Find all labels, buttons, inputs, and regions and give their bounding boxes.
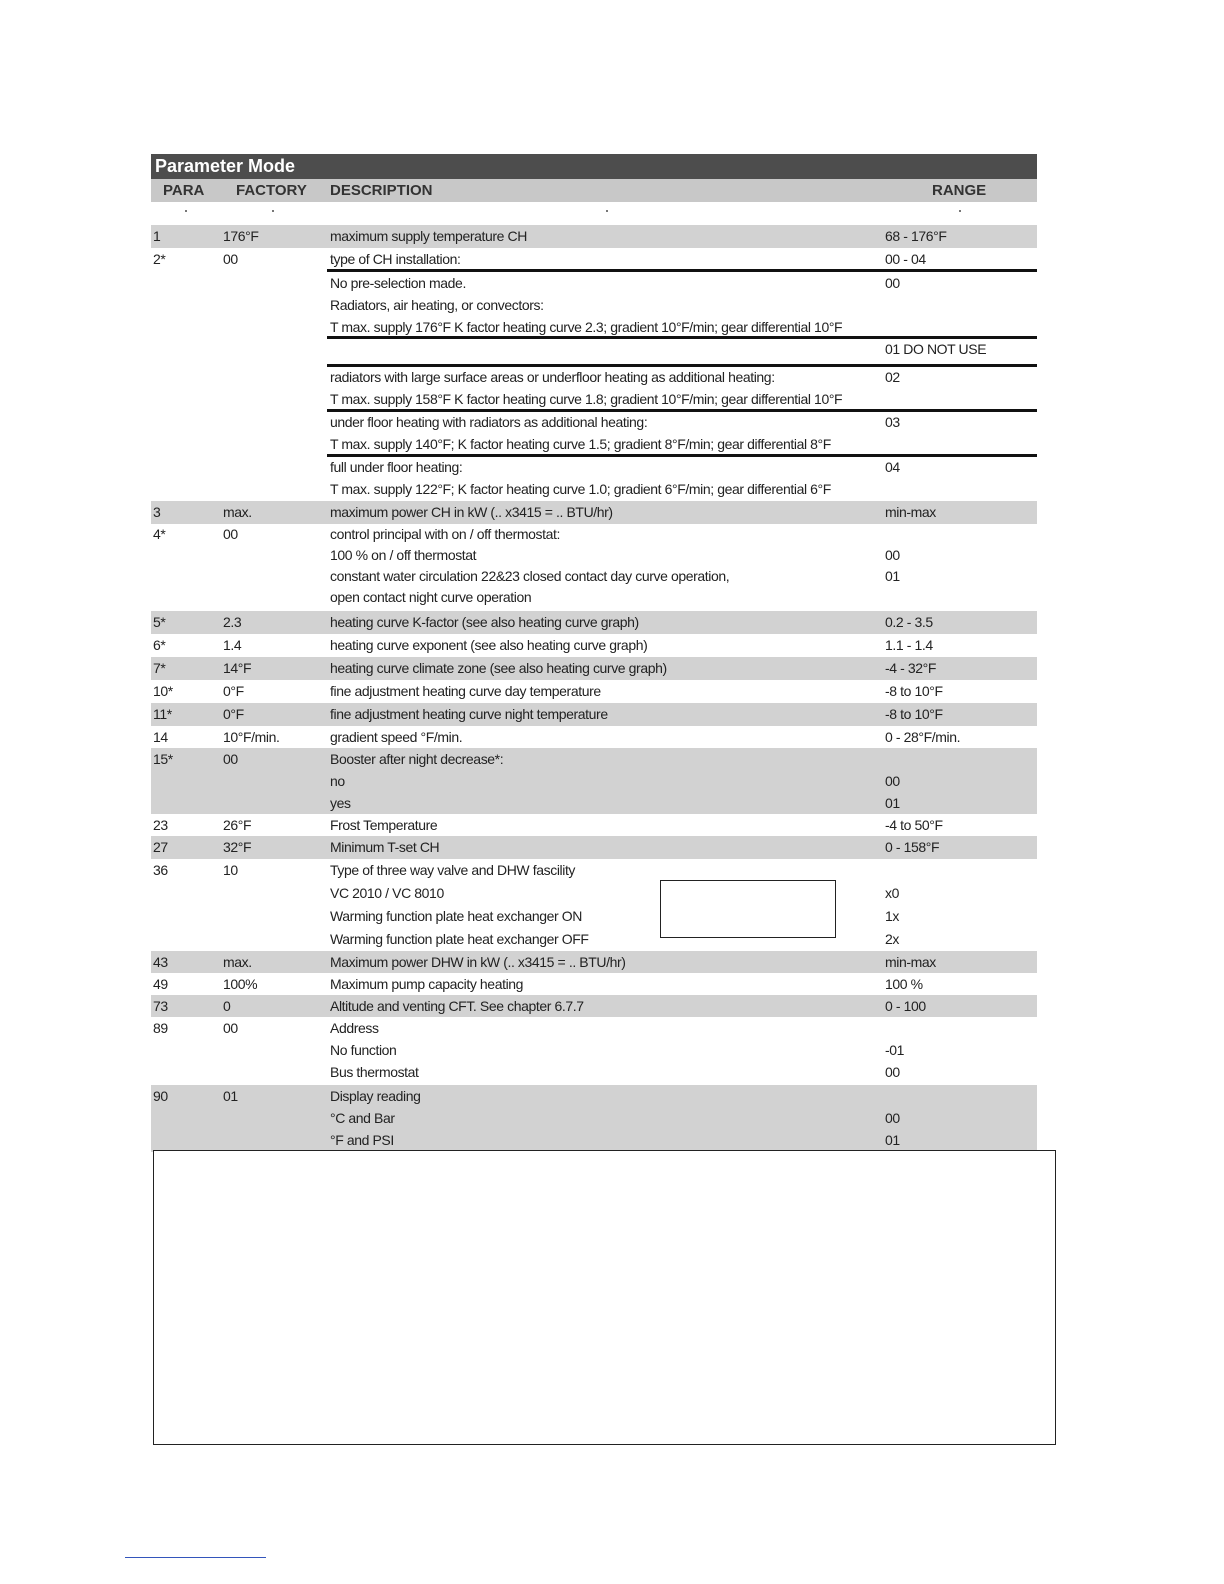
para-cell: 5* — [153, 614, 166, 630]
range-cell: -4 - 32°F — [885, 660, 937, 676]
range-cell: 00 — [885, 1064, 900, 1080]
description-line: T max. supply 122°F; K factor heating curve 1.0; gradient 6°F/min; gear differential 6°F — [330, 481, 831, 497]
description-line: full under floor heating: — [330, 459, 463, 475]
range-cell: -8 to 10°F — [885, 706, 943, 722]
description-line: °F and PSI — [330, 1132, 394, 1148]
description-line: fine adjustment heating curve day temperature — [330, 683, 601, 699]
tick-mark — [959, 210, 961, 212]
description-line: No pre-selection made. — [330, 275, 466, 291]
table-row — [151, 524, 1037, 611]
para-cell: 1 — [153, 228, 161, 244]
para-cell: 15* — [153, 751, 173, 767]
column-tick-marks — [151, 210, 1037, 220]
description-line: Minimum T-set CH — [330, 839, 440, 855]
separator-rule — [327, 409, 1037, 412]
table-row — [151, 338, 1037, 366]
range-cell: 1x — [885, 908, 899, 924]
range-cell: -01 — [885, 1042, 905, 1058]
para-cell: 10* — [153, 683, 173, 699]
table-row — [151, 1085, 1037, 1152]
description-line: gradient speed °F/min. — [330, 729, 463, 745]
table-row — [151, 634, 1037, 657]
para-cell: 14 — [153, 729, 168, 745]
factory-cell: 2.3 — [223, 614, 242, 630]
description-line: Bus thermostat — [330, 1064, 419, 1080]
footnote-rule — [125, 1557, 266, 1558]
header-para: PARA — [163, 182, 205, 199]
table-row — [151, 859, 1037, 951]
description-line: Booster after night decrease*: — [330, 751, 504, 767]
range-cell: 00 - 04 — [885, 251, 926, 267]
description-line: heating curve exponent (see also heating curve graph) — [330, 637, 648, 653]
para-cell: 11* — [153, 706, 172, 722]
table-row — [151, 995, 1037, 1017]
range-cell: 0 - 158°F — [885, 839, 940, 855]
range-cell: 00 — [885, 275, 900, 291]
factory-cell: 32°F — [223, 839, 252, 855]
range-cell: 01 — [885, 1132, 900, 1148]
description-line: °C and Bar — [330, 1110, 395, 1126]
separator-rule — [327, 364, 1037, 367]
para-cell: 23 — [153, 817, 168, 833]
description-line: fine adjustment heating curve night temperature — [330, 706, 608, 722]
range-cell: x0 — [885, 885, 899, 901]
description-line: Altitude and venting CFT. See chapter 6.7.7 — [330, 998, 584, 1014]
factory-cell: 00 — [223, 751, 238, 767]
description-line: Frost Temperature — [330, 817, 438, 833]
factory-cell: 10 — [223, 862, 238, 878]
factory-cell: 10°F/min. — [223, 729, 280, 745]
separator-rule — [327, 269, 1037, 272]
table-row — [151, 272, 1037, 338]
range-cell: 00 — [885, 773, 900, 789]
header-description: DESCRIPTION — [330, 182, 433, 199]
range-cell: -8 to 10°F — [885, 683, 943, 699]
description-line: maximum power CH in kW (.. x3415 = .. BTU/hr) — [330, 504, 613, 520]
range-cell: 01 DO NOT USE — [885, 341, 987, 357]
factory-cell: 0 — [223, 998, 231, 1014]
description-line: no — [330, 773, 345, 789]
description-line: maximum supply temperature CH — [330, 228, 527, 244]
range-cell: 00 — [885, 1110, 900, 1126]
table-header — [151, 179, 1037, 202]
table-row — [151, 411, 1037, 456]
table-row — [151, 366, 1037, 411]
empty-text-box[interactable] — [660, 880, 836, 938]
table-row — [151, 951, 1037, 973]
description-line: Type of three way valve and DHW fascility — [330, 862, 576, 878]
description-line: No function — [330, 1042, 397, 1058]
description-line: type of CH installation: — [330, 251, 461, 267]
factory-cell: 0°F — [223, 683, 244, 699]
table-row — [151, 836, 1037, 859]
separator-rule — [327, 336, 1037, 339]
range-cell: 2x — [885, 931, 899, 947]
para-cell: 4* — [153, 526, 166, 542]
range-cell: 100 % — [885, 976, 923, 992]
description-line: Maximum pump capacity heating — [330, 976, 524, 992]
range-cell: 02 — [885, 369, 900, 385]
range-cell: -4 to 50°F — [885, 817, 943, 833]
tick-mark — [185, 210, 187, 212]
table-row — [151, 611, 1037, 634]
factory-cell: max. — [223, 504, 252, 520]
range-cell: 0.2 - 3.5 — [885, 614, 933, 630]
para-cell: 90 — [153, 1088, 168, 1104]
description-line: Warming function plate heat exchanger OFF — [330, 931, 589, 947]
description-line: Radiators, air heating, or convectors: — [330, 297, 544, 313]
table-title: Parameter Mode — [151, 154, 1037, 179]
factory-cell: 00 — [223, 526, 238, 542]
table-row — [151, 703, 1037, 726]
tick-mark — [272, 210, 274, 212]
table-row — [151, 748, 1037, 814]
range-cell: 0 - 100 — [885, 998, 926, 1014]
description-line: control principal with on / off thermostat: — [330, 526, 560, 542]
factory-cell: 00 — [223, 251, 238, 267]
factory-cell: 1.4 — [223, 637, 242, 653]
table-row — [151, 1017, 1037, 1085]
description-line: T max. supply 158°F K factor heating curve 1.8; gradient 10°F/min; gear differential 10°F — [330, 391, 843, 407]
range-cell: 1.1 - 1.4 — [885, 637, 933, 653]
factory-cell: max. — [223, 954, 252, 970]
factory-cell: 26°F — [223, 817, 252, 833]
range-cell: min-max — [885, 954, 936, 970]
factory-cell: 176°F — [223, 228, 259, 244]
para-cell: 6* — [153, 637, 166, 653]
para-cell: 89 — [153, 1020, 168, 1036]
para-cell: 27 — [153, 839, 168, 855]
table-row — [151, 680, 1037, 703]
factory-cell: 0°F — [223, 706, 244, 722]
description-line: heating curve K-factor (see also heating curve graph) — [330, 614, 639, 630]
factory-cell: 100% — [223, 976, 258, 992]
tick-mark — [606, 210, 608, 212]
table-row — [151, 501, 1037, 524]
table-row — [151, 248, 1037, 271]
description-line: T max. supply 140°F; K factor heating curve 1.5; gradient 8°F/min; gear differential 8°F — [330, 436, 831, 452]
para-cell: 43 — [153, 954, 168, 970]
description-line: yes — [330, 795, 351, 811]
table-row — [151, 814, 1037, 836]
table-row — [151, 657, 1037, 680]
para-cell: 36 — [153, 862, 168, 878]
factory-cell: 14°F — [223, 660, 252, 676]
description-line: 100 % on / off thermostat — [330, 547, 477, 563]
header-range: RANGE — [932, 182, 987, 199]
description-line: Display reading — [330, 1088, 421, 1104]
range-cell: 68 - 176°F — [885, 228, 947, 244]
table-row — [151, 225, 1037, 248]
description-line: constant water circulation 22&23 closed contact day curve operation, — [330, 568, 730, 584]
separator-rule — [327, 454, 1037, 457]
para-cell: 3 — [153, 504, 161, 520]
table-row — [151, 973, 1037, 995]
description-line: heating curve climate zone (see also heating curve graph) — [330, 660, 667, 676]
para-cell: 73 — [153, 998, 168, 1014]
description-line: T max. supply 176°F K factor heating curve 2.3; gradient 10°F/min; gear differential 10°F — [330, 319, 843, 335]
range-cell: 03 — [885, 414, 900, 430]
description-line: Address — [330, 1020, 379, 1036]
range-cell: 00 — [885, 547, 900, 563]
range-cell: 04 — [885, 459, 900, 475]
factory-cell: 01 — [223, 1088, 238, 1104]
description-line: Warming function plate heat exchanger ON — [330, 908, 582, 924]
notes-box[interactable] — [153, 1150, 1056, 1445]
description-line: VC 2010 / VC 8010 — [330, 885, 444, 901]
description-line: Maximum power DHW in kW (.. x3415 = .. BTU/hr) — [330, 954, 626, 970]
header-factory: FACTORY — [236, 182, 307, 199]
range-cell: 0 - 28°F/min. — [885, 729, 961, 745]
description-line: radiators with large surface areas or underfloor heating as additional heating: — [330, 369, 775, 385]
range-cell: 01 — [885, 795, 900, 811]
description-line: under floor heating with radiators as additional heating: — [330, 414, 648, 430]
range-cell: 01 — [885, 568, 900, 584]
table-row — [151, 456, 1037, 501]
para-cell: 49 — [153, 976, 168, 992]
para-cell: 2* — [153, 251, 166, 267]
description-line: open contact night curve operation — [330, 589, 532, 605]
table-row — [151, 726, 1037, 748]
para-cell: 7* — [153, 660, 166, 676]
factory-cell: 00 — [223, 1020, 238, 1036]
range-cell: min-max — [885, 504, 936, 520]
